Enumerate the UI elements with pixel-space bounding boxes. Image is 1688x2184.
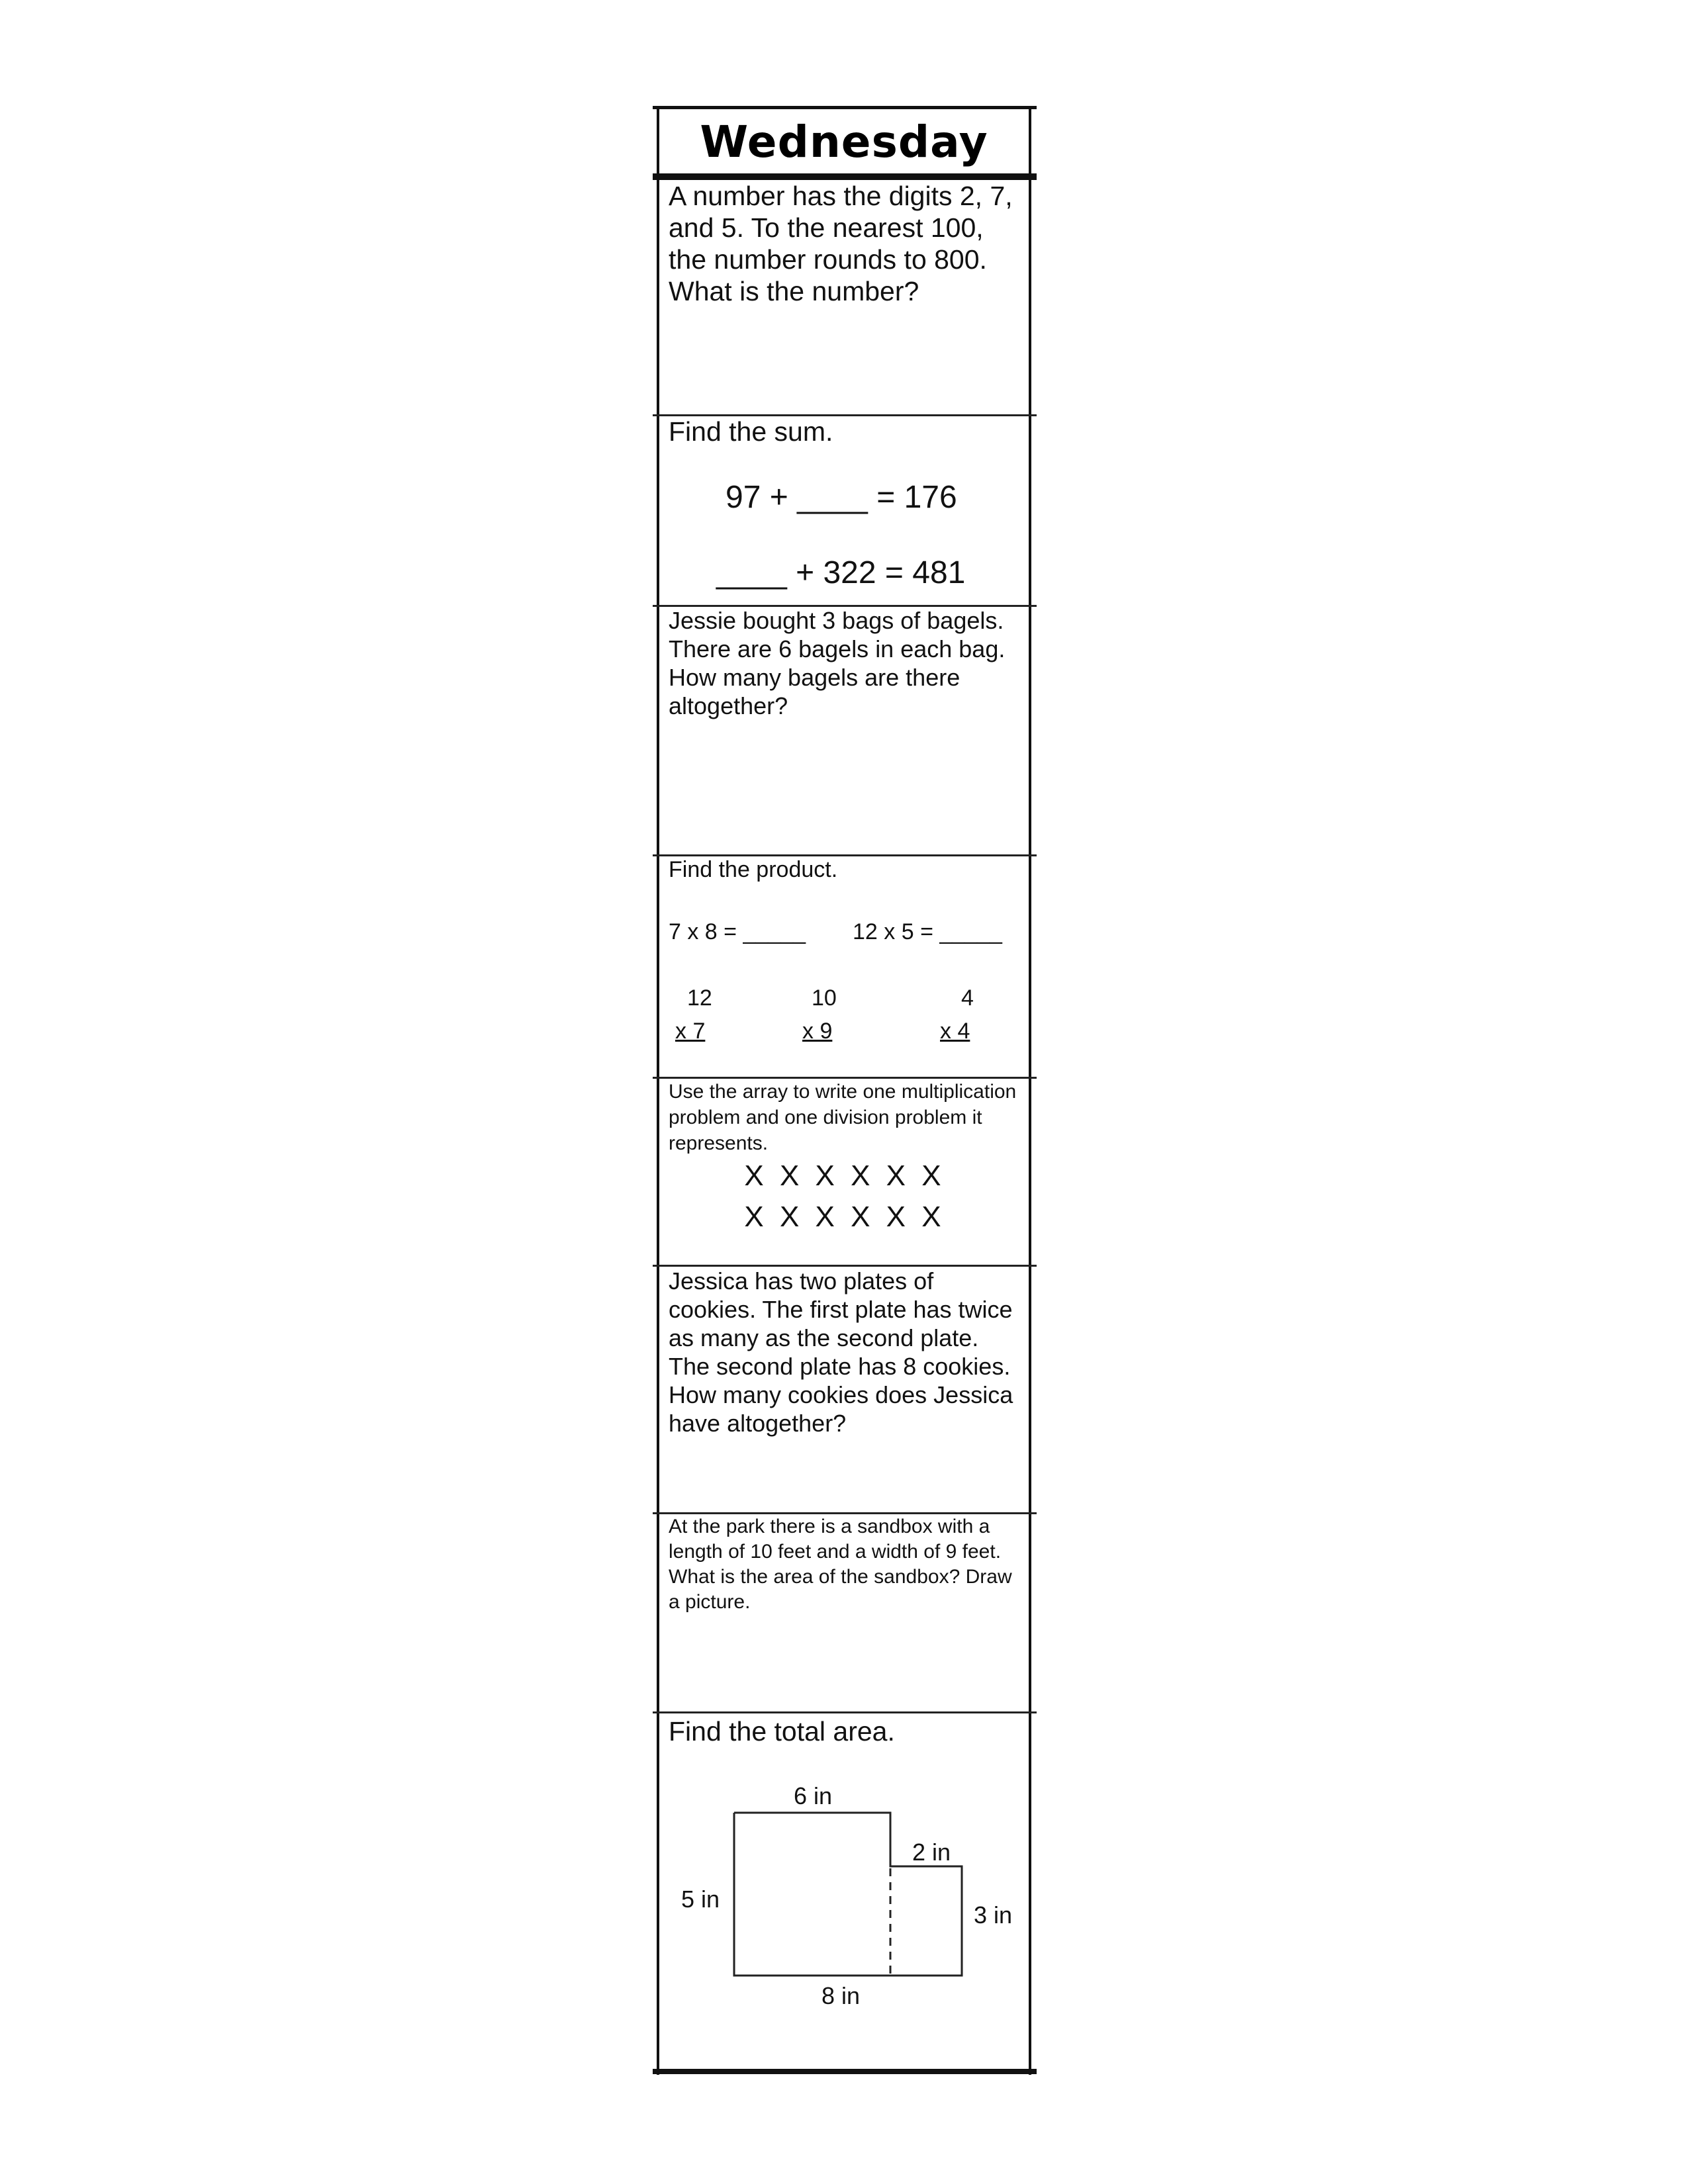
vertical-top-3: 4 [961,985,974,1011]
product-equation-1: 7 x 8 = _____ [669,919,806,944]
sum-equation-2: ____ + 322 = 481 [716,555,966,590]
problem-8-prompt: Find the total area. [669,1716,895,1747]
label-left: 5 in [681,1886,720,1913]
label-bottom: 8 in [821,1982,861,2009]
product-equation-2: 12 x 5 = _____ [853,919,1002,944]
vertical-top-1: 12 [687,985,712,1011]
problem-2-prompt: Find the sum. [669,416,833,447]
label-step: 2 in [912,1839,951,1866]
vertical-bottom-3: x 4 [940,1019,970,1044]
problem-4-prompt: Find the product. [669,857,838,882]
vertical-bottom-2: x 9 [802,1019,833,1044]
array-row-1: X X X X X X [744,1160,945,1192]
sum-equation-1: 97 + ____ = 176 [726,480,957,515]
problem-7-text: At the park there is a sandbox with a length of 10 feet and a width of 9 feet. What is the area of the sandbox? Draw a picture. [669,1516,1012,1613]
problem-1-text: A number has the digits 2, 7, and 5. To the nearest 100, the number rounds to 800. What is the number? [669,181,1013,306]
problem-5-text: Use the array to write one multiplication problem and one division problem it represents. [669,1081,1017,1154]
label-right: 3 in [974,1901,1013,1929]
area-figure-outline [734,1813,962,1976]
area-figure [653,106,1037,2075]
vertical-top-2: 10 [812,985,837,1011]
page-title: Wednesday [700,116,988,167]
vertical-bottom-1: x 7 [675,1019,706,1044]
problem-3-text: Jessie bought 3 bags of bagels. There are 6 bagels in each bag. How many bagels are there altogether? [669,607,1006,719]
label-top: 6 in [794,1782,833,1809]
array-row-2: X X X X X X [744,1201,945,1233]
problem-6-text: Jessica has two plates of cookies. The first plate has twice as many as the second plate. The second plate has 8 cookies. How many cookies does Jessica have altogether? [669,1267,1013,1437]
worksheet-column [653,106,1037,2075]
